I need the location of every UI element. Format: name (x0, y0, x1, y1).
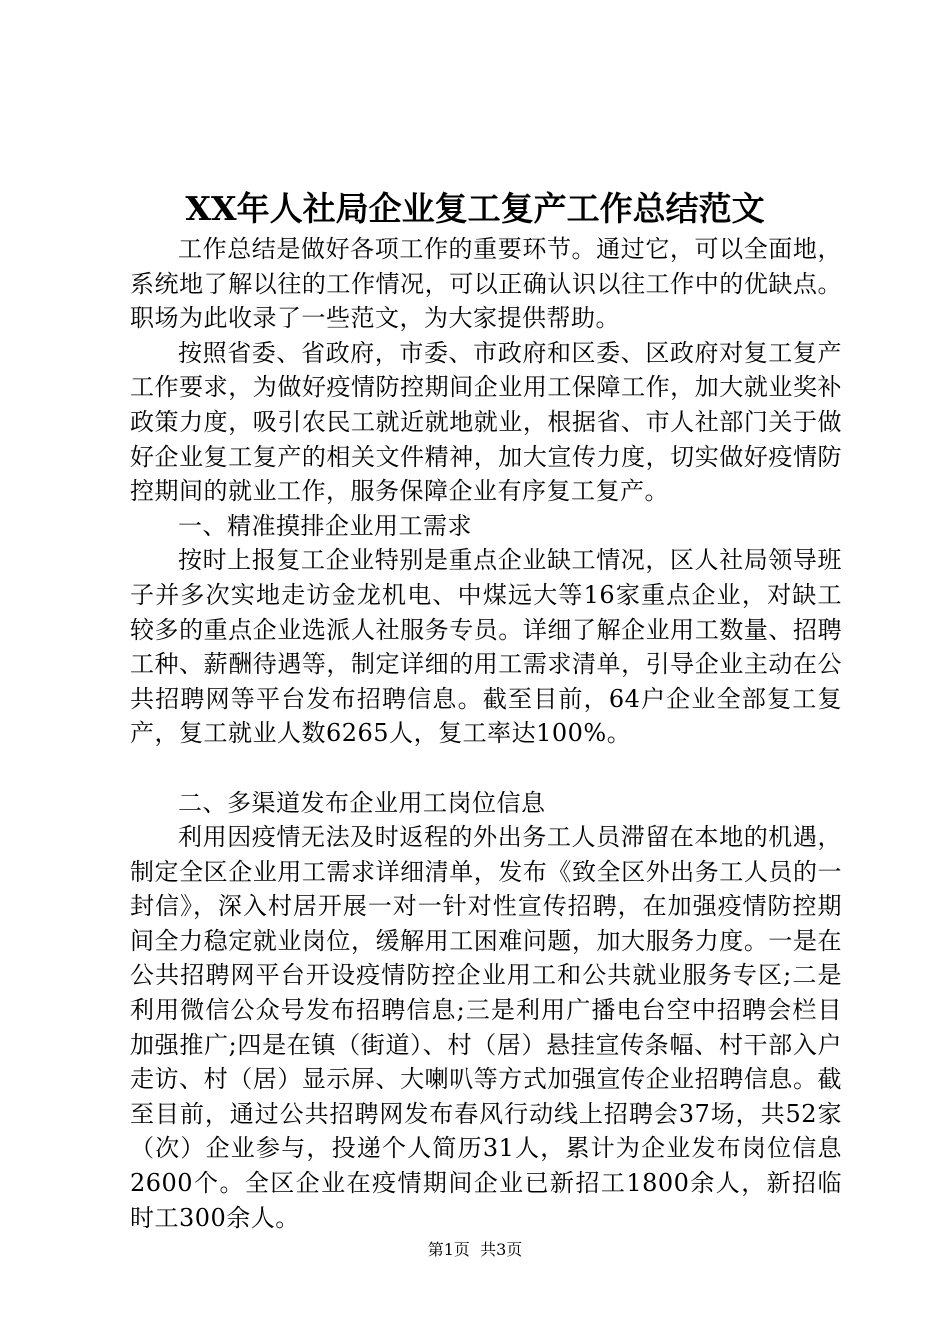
page-number-footer: 第1页 共3页 (427, 1240, 523, 1259)
intro-paragraph: 工作总结是做好各项工作的重要环节。通过它，可以全面地，系统地了解以往的工作情况，可以正确认识以往工作中的优缺点。职场为此收录了一些范文，为大家提供帮助。 (130, 235, 842, 333)
background-paragraph: 按照省委、省政府，市委、市政府和区委、区政府对复工复产工作要求，为做好疫情防控期间企业用工保障工作，加大就业奖补政策力度，吸引农民工就近就地就业，根据省、市人社部门关于做好企业复工复产的相关文件精神，加大宣传力度，切实做好疫情防控期间的就业工作，服务保障企业有序复工复产。 (130, 338, 842, 506)
section-1-paragraph: 按时上报复工企业特别是重点企业缺工情况，区人社局领导班子并多次实地走访金龙机电、中煤远大等16家重点企业，对缺工较多的重点企业选派人社服务专员。详细了解企业用工数量、招聘工种、薪酬待遇等，制定详细的用工需求清单，引导企业主动在公共招聘网等平台发布招聘信息。截至目前，64户企业全部复工复产，复工就业人数6265人，复工率达100%。 (130, 546, 842, 748)
document-body (130, 232, 842, 1235)
section-heading-2: 二、多渠道发布企业用工岗位信息 (178, 788, 546, 817)
section-2-paragraph: 利用因疫情无法及时返程的外出务工人员滞留在本地的机遇，制定全区企业用工需求详细清单，发布《致全区外出务工人员的一封信》，深入村居开展一对一针对性宣传招聘，在加强疫情防控期间全力稳定就业岗位，缓解用工困难问题，加大服务力度。一是在公共招聘网平台开设疫情防控企业用工和公共就业服务专区;二是利用微信公众号发布招聘信息;三是利用广播电台空中招聘会栏目加强推广;四是在镇（街道）、村（居）悬挂宣传条幅、村干部入户走访、村（居）显示屏、大喇叭等方式加强宣传企业招聘信息。截至目前，通过公共招聘网发布春风行动线上招聘会37场，共52家（次）企业参与，投递个人简历31人，累计为企业发布岗位信息2600个。全区企业在疫情期间企业已新招工1800余人，新招临时工300余人。 (130, 823, 842, 1232)
paragraph-spacer (130, 751, 842, 786)
section-heading-1: 一、精准摸排企业用工需求 (178, 511, 472, 540)
document-title: XX年人社局企业复工复产工作总结范文 (185, 189, 765, 228)
